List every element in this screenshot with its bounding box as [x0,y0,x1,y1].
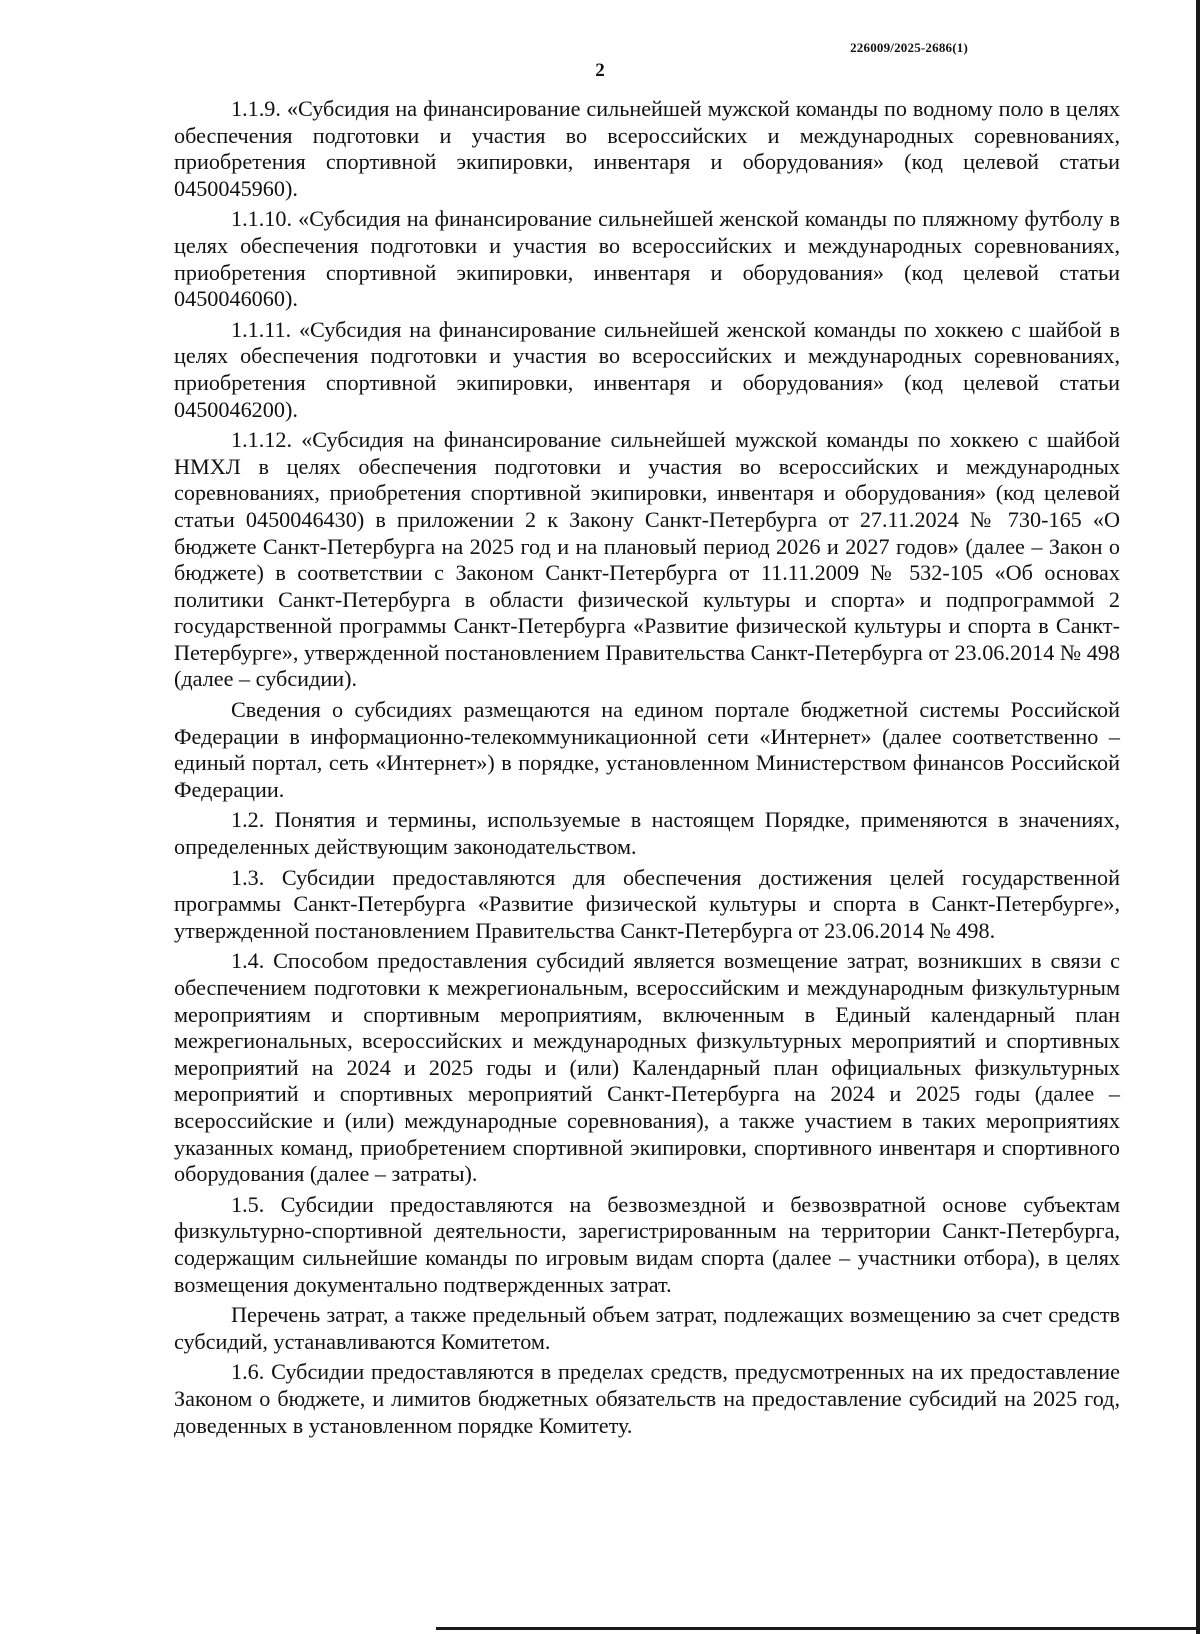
document-registration-number: 226009/2025-2686(1) [850,40,968,55]
paragraph-cost-list: Перечень затрат, а также предельный объем затрат, подлежащих возмещению за счет средств субсидий, устанавливаются Комитетом. [174,1302,1120,1354]
paragraph-1-1-9: 1.1.9. «Субсидия на финансирование сильнейшей мужской команды по водному поло в целях обеспечения подготовки и участия во всероссийских и международных соревнованиях, приобретения спортивной экипировки, инвентаря и оборудования» (код целевой статьи 0450045960). [174,96,1120,201]
paragraph-1-1-11: 1.1.11. «Субсидия на финансирование сильнейшей женской команды по хоккею с шайбой в целях обеспечения подготовки и участия во всероссийских и международных соревнованиях, приобретения спортивной экипировки, инвентаря и оборудования» (код целевой статьи 0450046200). [174,316,1120,422]
paragraph-1-4: 1.4. Способом предоставления субсидий является возмещение затрат, возникших в связи с обеспечением подготовки к межрегиональным, всероссийским и международным физкультурным мероприятиям и спортивным мероприятиям, включенным в Единый календарный план межрегиональных, всероссийских и международных физкультурных мероприятий и спортивных мероприятий на 2024 и 2025 годы и (или) Календарный план официальных физкультурных мероприятий и спортивных мероприятий Санкт-Петербурга на 2024 и 2025 годы (далее – всероссийские и (или) международные соревнования), а также участием в таких мероприятиях указанных команд, приобретением спортивной экипировки, спортивного инвентаря и спортивного оборудования (далее – затраты). [174,948,1120,1187]
paragraph-subsidy-info: Сведения о субсидиях размещаются на едином портале бюджетной системы Российской Федерации в информационно-телекоммуникационной сети «Интернет» (далее соответственно – единый портал, сеть «Интернет») в порядке, установленном Министерством финансов Российской Федерации. [174,697,1120,802]
paragraph-1-3: 1.3. Субсидии предоставляются для обеспечения достижения целей государственной программы Санкт-Петербурга «Развитие физической культуры и спорта в Санкт-Петербурге», утвержденной постановлением Правительства Санкт-Петербурга от 23.06.2014 № 498. [174,864,1120,943]
paragraph-1-2: 1.2. Понятия и термины, используемые в настоящем Порядке, применяются в значениях, определенных действующим законодательством. [174,807,1120,860]
paragraph-1-5: 1.5. Субсидии предоставляются на безвозмездной и безвозвратной основе субъектам физкультурно-спортивной деятельности, зарегистрированным на территории Санкт-Петербурга, содержащим сильнейшие команды по игровым видам спорта (далее – участники отбора), в целях возмещения документально подтвержденных затрат. [174,1191,1120,1297]
scan-edge-right [1196,0,1200,1634]
page-number: 2 [595,60,605,81]
paragraph-1-1-12: 1.1.12. «Субсидия на финансирование сильнейшей мужской команды по хоккею с шайбой НМХЛ в целях обеспечения подготовки и участия во всероссийских и международных соревнованиях, приобретения спортивной экипировки, инвентаря и оборудования» (код целевой статьи 0450046430) в приложении 2 к Закону Санкт-Петербурга от 27.11.2024 № 730-165 «О бюджете Санкт-Петербурга на 2025 год и на плановый период 2026 и 2027 годов» (далее – Закон о бюджете) в соответствии с Законом Санкт-Петербурга от 11.11.2009 № 532-105 «Об основах политики Санкт-Петербурга в области физической культуры и спорта» и подпрограммой 2 государственной программы Санкт-Петербурга «Развитие физической культуры и спорта в Санкт-Петербурге», утвержденной постановлением Правительства Санкт-Петербурга от 23.06.2014 № 498 (далее – субсидии). [174,427,1120,692]
scan-edge-bottom [436,1627,1200,1630]
paragraph-1-6: 1.6. Субсидии предоставляются в пределах средств, предусмотренных на их предоставление Законом о бюджете, и лимитов бюджетных обязательств на предоставление субсидий на 2025 год, доведенных в установленном порядке Комитету. [174,1359,1120,1438]
paragraph-1-1-10: 1.1.10. «Субсидия на финансирование сильнейшей женской команды по пляжному футболу в целях обеспечения подготовки и участия во всероссийских и международных соревнованиях, приобретения спортивной экипировки, инвентаря и оборудования» (код целевой статьи 0450046060). [174,206,1120,312]
document-body [174,96,1120,1443]
